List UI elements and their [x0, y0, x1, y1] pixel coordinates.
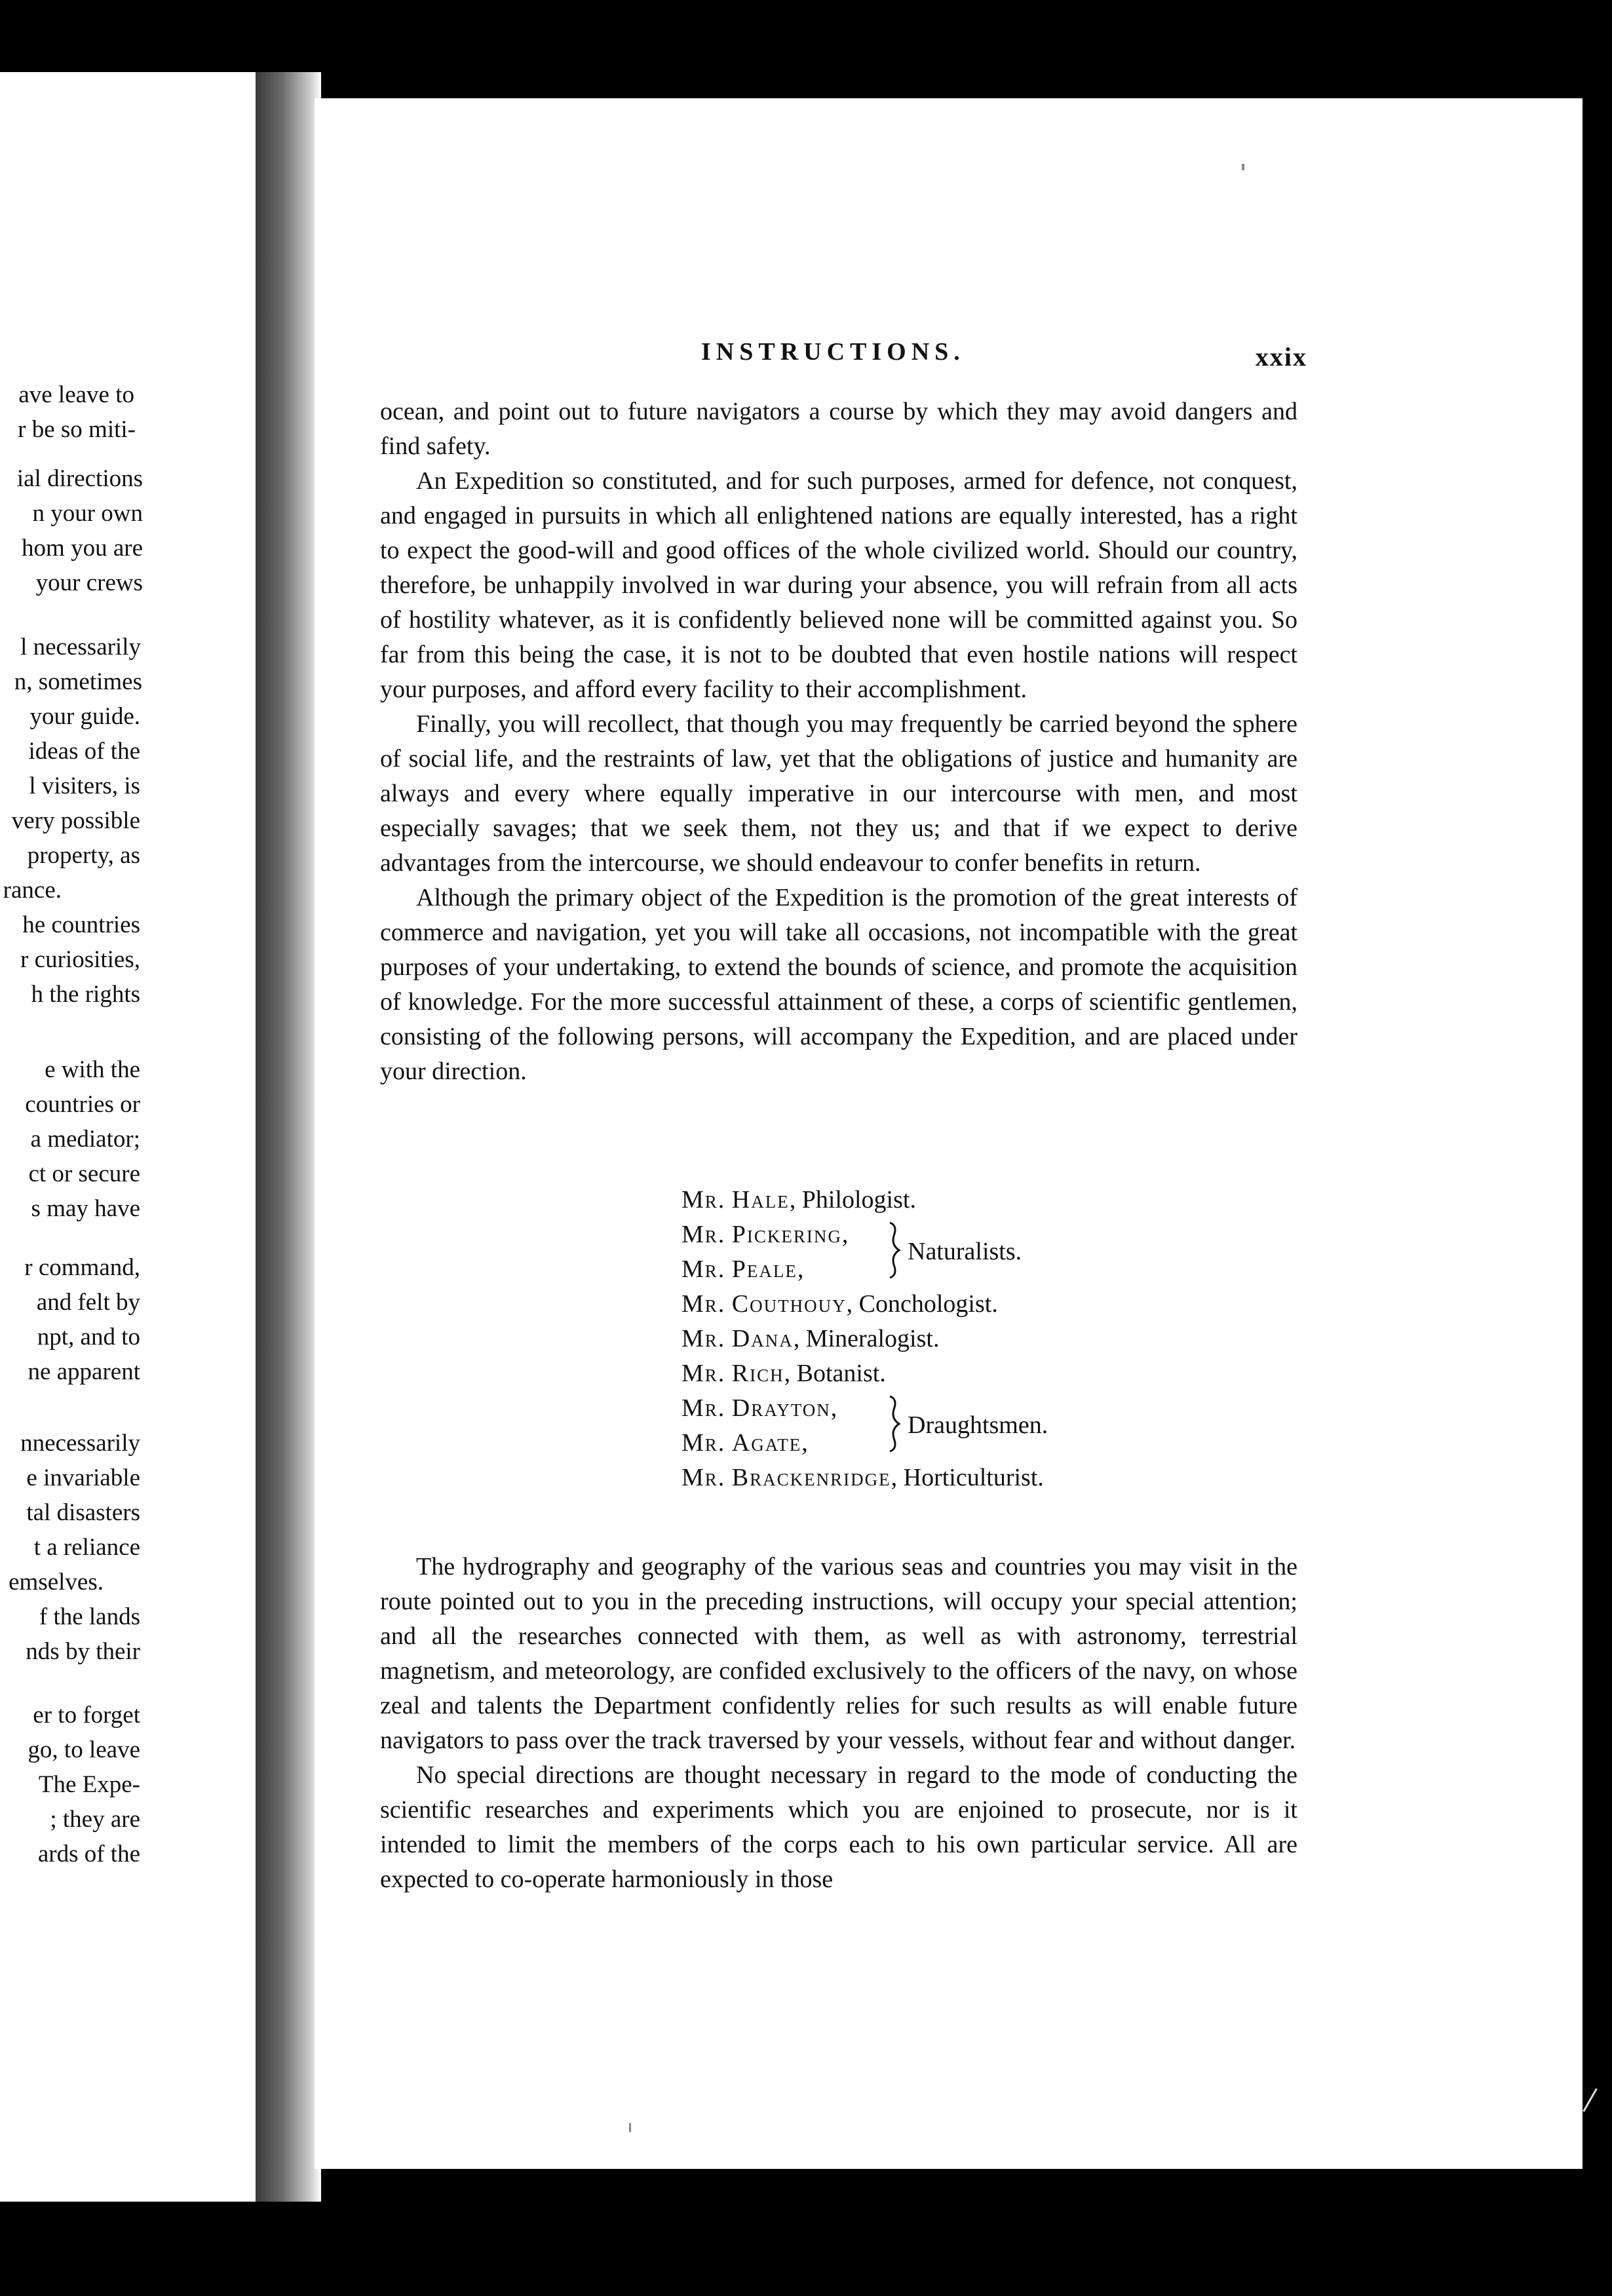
- staff-entry: Mr. Dana, Mineralogist.: [681, 1325, 940, 1352]
- left-line: ards of the: [37, 1841, 140, 1867]
- staff-entry: Mr. Brackenridge, Horticulturist.: [681, 1464, 1044, 1491]
- left-line: e with the: [45, 1056, 140, 1083]
- left-line: r curiosities,: [20, 946, 140, 973]
- left-line: your guide.: [29, 703, 140, 730]
- running-head: INSTRUCTIONS.: [701, 338, 965, 366]
- brace-icon: [886, 1221, 902, 1279]
- left-line: er to forget: [33, 1702, 140, 1729]
- left-line: ; they are: [50, 1806, 140, 1833]
- left-line: ial directions: [16, 465, 143, 492]
- staff-entry: Mr. Agate,: [681, 1429, 809, 1457]
- paragraph: An Expedition so constituted, and for such purposes, armed for defence, not conquest, and engaged in pursuits in which all enlightened nations are equally interested, has a right to expect the good-will and good offices of the whole civilized world. Should our country, therefore, be unhappily involved in war during your absence, you will refrain from all acts of hostility whatever, as it is confidently believed none will be committed against you. So far from this being the case, it is not to be doubted that even hostile nations will respect your purposes, and afford every facility to their accomplishment.: [380, 467, 1297, 703]
- left-line: l visiters, is: [29, 773, 140, 799]
- body-text: [380, 394, 1297, 1089]
- left-line: ave leave to: [18, 381, 134, 408]
- staff-entry: Mr. Rich, Botanist.: [681, 1360, 886, 1387]
- left-line: property, as: [27, 842, 140, 869]
- book-gutter-shadow: [256, 72, 321, 2202]
- left-line: npt, and to: [37, 1324, 140, 1350]
- left-line: e invariable: [26, 1464, 140, 1491]
- lower-body-text: [380, 1550, 1297, 1897]
- staff-entry: Mr. Hale, Philologist.: [681, 1186, 916, 1214]
- staff-group-draughtsmen: [681, 1391, 1206, 1461]
- left-line: very possible: [11, 807, 140, 834]
- scan-speck: [1583, 2088, 1598, 2112]
- left-facing-page: [0, 72, 256, 2202]
- scientific-corps-list: [681, 1183, 1206, 1495]
- paragraph: Although the primary object of the Expedition is the promotion of the great interests of commerce and navigation, yet you will take all occasions, not incompatible with the great purposes of your undertaking, to extend the bounds of science, and promote the acquisition of knowledge. For the more successful attainment of these, a corps of scientific gentlemen, consisting of the following persons, will accompany the Expedition, and are placed under your direction.: [380, 884, 1297, 1085]
- left-line: he countries: [22, 911, 140, 938]
- staff-role: Naturalists.: [908, 1238, 1022, 1265]
- left-line: l necessarily: [20, 634, 141, 660]
- left-line: go, to leave: [28, 1736, 140, 1763]
- left-line: The Expe-: [38, 1771, 140, 1798]
- left-line: n, sometimes: [14, 668, 142, 695]
- left-line: emselves.: [9, 1569, 104, 1596]
- right-page: [315, 98, 1583, 2169]
- left-line: ideas of the: [28, 738, 140, 765]
- staff-role: Draughtsmen.: [908, 1411, 1048, 1439]
- left-line: countries or: [25, 1091, 140, 1118]
- left-line: and felt by: [36, 1289, 140, 1316]
- left-line: rance.: [3, 877, 62, 904]
- left-line: tal disasters: [26, 1499, 140, 1526]
- paragraph: The hydrography and geography of the various seas and countries you may visit in the route pointed out to you in the preceding instructions, will occupy your special attention; and all the researches connected with them, as well as with astronomy, terrestrial magnetism, and meteorology, are confided exclusively to the officers of the navy, on whose zeal and talents the Department confidently relies for such results as will enable future navigators to pass over the track traversed by your vessels, without fear and without danger.: [380, 1553, 1297, 1754]
- left-line: nds by their: [26, 1638, 140, 1665]
- page-number: xxix: [1255, 342, 1307, 372]
- paragraph: ocean, and point out to future navigators a course by which they may avoid dangers and find safety.: [380, 398, 1297, 460]
- left-line: n your own: [32, 500, 143, 527]
- paragraph: Finally, you will recollect, that though you may frequently be carried beyond the sphere of social life, and the restraints of law, yet that the obligations of justice and humanity are always and every where equally imperative in our intercourse with men, and most especially savages; that we seek them, not they us; and that if we expect to derive advantages from the intercourse, we should endeavour to confer benefits in return.: [380, 710, 1297, 877]
- staff-entry: Mr. Pickering,: [681, 1221, 850, 1248]
- scan-speck: [1242, 164, 1244, 170]
- brace-icon: [886, 1395, 902, 1453]
- scan-speck: [629, 2123, 631, 2132]
- left-line: r be so miti-: [18, 416, 136, 443]
- left-line: your crews: [35, 569, 143, 596]
- left-line: ct or secure: [28, 1160, 140, 1187]
- left-line: t a reliance: [33, 1534, 140, 1561]
- staff-entry: Mr. Couthouy, Conchologist.: [681, 1290, 998, 1318]
- left-line: r command,: [24, 1254, 140, 1281]
- paragraph: No special directions are thought necessary in regard to the mode of conducting the scientific researches and experiments which you are enjoined to prosecute, nor is it intended to limit the members of the corps each to his own particular service. All are expected to co-operate harmoniously in those: [380, 1761, 1297, 1893]
- staff-entry: Mr. Drayton,: [681, 1394, 839, 1422]
- left-line: a mediator;: [30, 1126, 140, 1153]
- left-line: s may have: [31, 1195, 140, 1222]
- page-header: [315, 337, 1583, 377]
- staff-entry: Mr. Peale,: [681, 1255, 805, 1283]
- left-line: ne apparent: [28, 1358, 140, 1385]
- left-line: f the lands: [39, 1603, 140, 1630]
- left-line: hom you are: [22, 535, 143, 562]
- left-line: h the rights: [31, 981, 140, 1008]
- left-line: nnecessarily: [20, 1430, 140, 1457]
- staff-group-naturalists: [681, 1217, 1206, 1287]
